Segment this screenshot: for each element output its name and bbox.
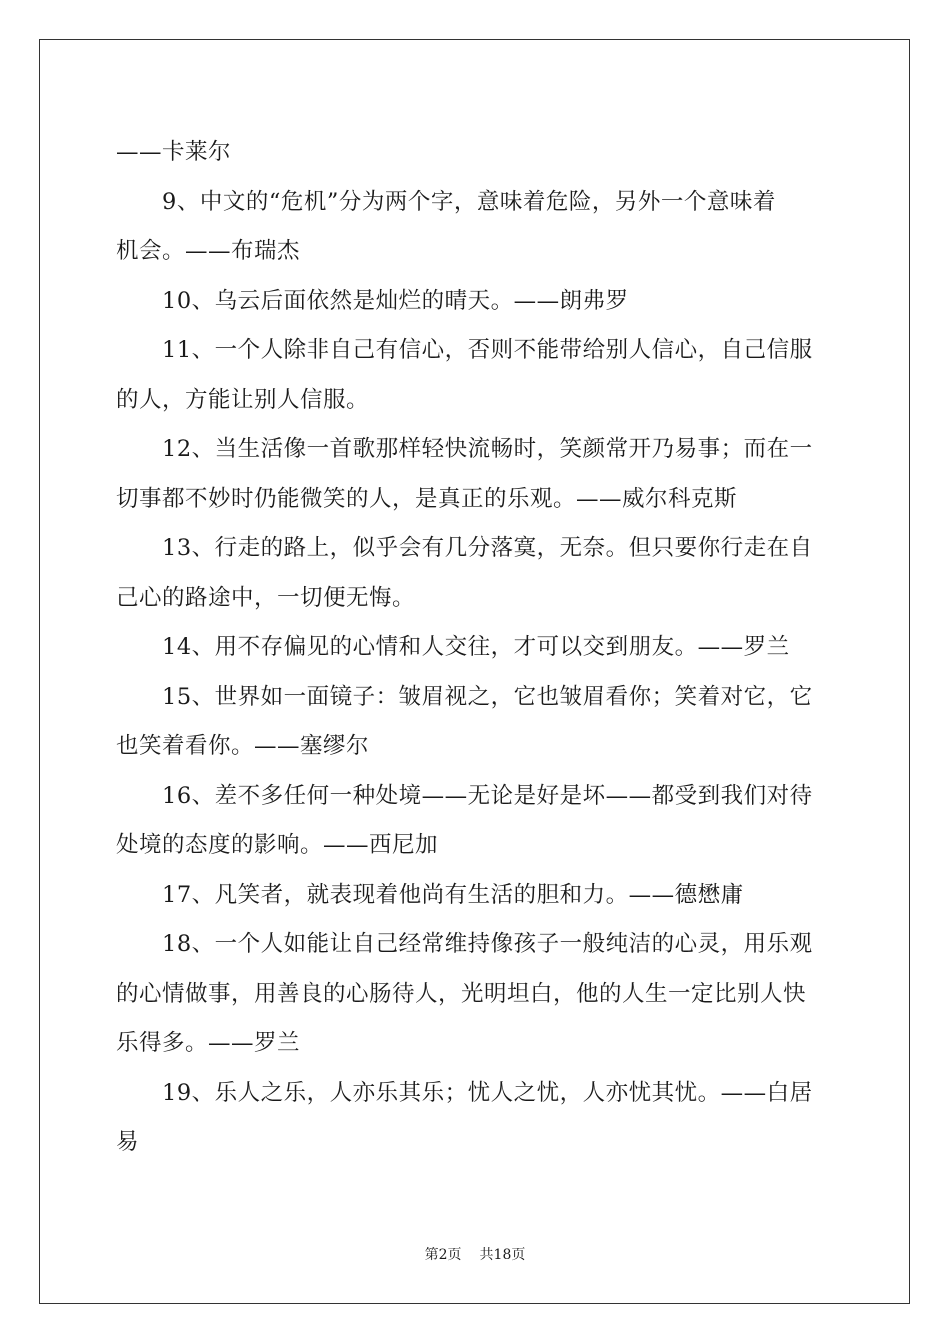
text-line: 的人，方能让别人信服。 — [116, 386, 370, 413]
text-line: 14、用不存偏见的心情和人交往，才可以交到朋友。——罗兰 — [162, 634, 790, 660]
text-line: 13、行走的路上，似乎会有几分落寞，无奈。但只要你行走在自 — [162, 535, 813, 561]
text-line: 机会。——布瑞杰 — [116, 238, 301, 264]
text-line: 易 — [116, 1129, 140, 1155]
text-line: ——卡莱尔 — [116, 139, 232, 165]
text-line: 19、乐人之乐，人亦乐其乐；忧人之忧，人亦忧其忧。——白居 — [162, 1079, 813, 1106]
text-line: 乐得多。——罗兰 — [116, 1030, 301, 1056]
text-line: 也笑着看你。——塞缪尔 — [116, 733, 370, 759]
text-line: 切事都不妙时仍能微笑的人，是真正的乐观。——威尔科克斯 — [116, 485, 738, 512]
page-total: 共18页 — [479, 1247, 526, 1263]
text-line: 17、凡笑者，就表现着他尚有生活的胆和力。——德懋庸 — [162, 881, 744, 908]
text-line: 18、一个人如能让自己经常维持像孩子一般纯洁的心灵，用乐观 — [162, 931, 813, 957]
text-line: 10、乌云后面依然是灿烂的晴天。——朗弗罗 — [162, 287, 629, 314]
page-footer — [0, 1246, 950, 1264]
text-line: 15、世界如一面镜子：皱眉视之，它也皱眉看你；笑着对它，它 — [162, 683, 813, 710]
text-line: 9、中文的“危机”分为两个字，意味着危险，另外一个意味着 — [162, 188, 776, 215]
text-line: 12、当生活像一首歌那样轻快流畅时，笑颜常开乃易事；而在一 — [162, 436, 813, 462]
document-body — [116, 128, 834, 1168]
page-number: 第2页 — [424, 1247, 462, 1263]
text-line: 11、一个人除非自己有信心，否则不能带给别人信心，自己信服 — [162, 337, 813, 363]
text-line: 己心的路途中，一切便无悔。 — [116, 584, 416, 611]
text-line: 16、差不多任何一种处境——无论是好是坏——都受到我们对待 — [162, 782, 813, 809]
text-line: 的心情做事，用善良的心肠待人，光明坦白，他的人生一定比别人快 — [116, 980, 807, 1007]
text-line: 处境的态度的影响。——西尼加 — [116, 832, 439, 858]
